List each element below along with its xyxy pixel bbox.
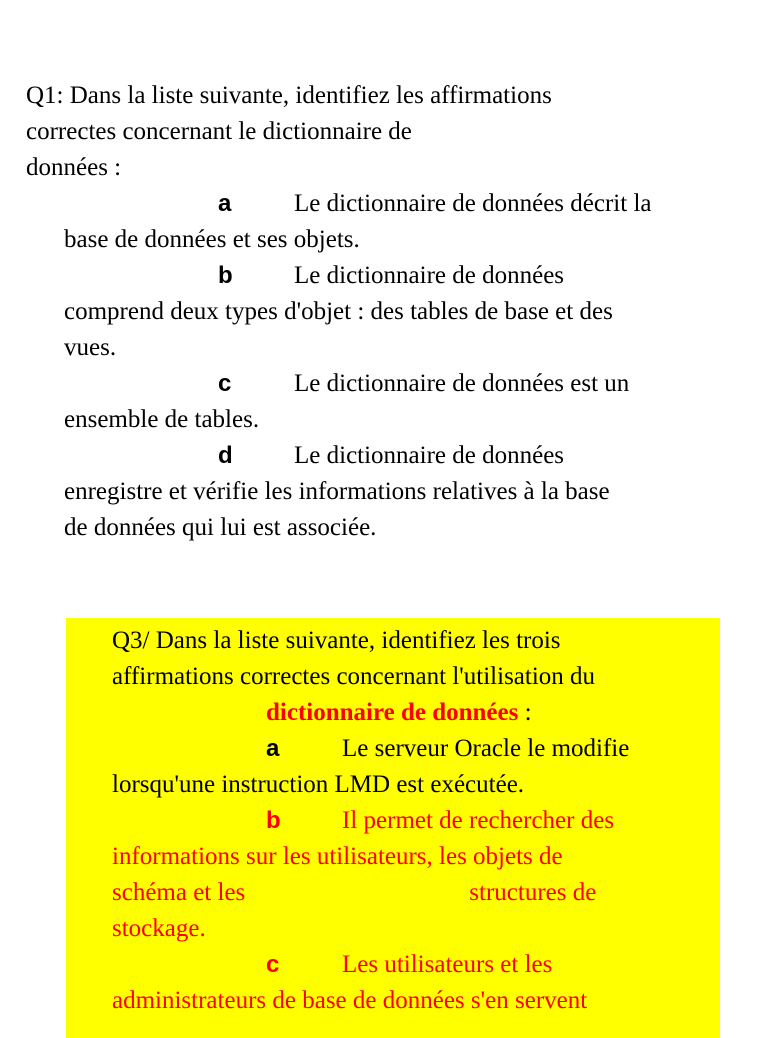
q3-title-line: Q3/ Dans la liste suivante, identifiez les trois	[112, 627, 561, 654]
q1-title-line: Q1: Dans la liste suivante, identifiez les affirmations	[26, 82, 552, 109]
option-text-cont: lorsqu'une instruction LMD est exécutée.	[112, 771, 525, 798]
option-letter: a	[218, 190, 232, 217]
q3-option-a	[112, 731, 712, 803]
question-3	[112, 623, 712, 1019]
option-text-part: structures de	[469, 879, 597, 906]
option-letter: c	[266, 951, 280, 978]
option-text-cont: comprend deux types d'objet : des tables de base et des	[64, 298, 613, 325]
option-text-cont: stockage.	[112, 915, 206, 942]
option-text-cont: informations sur les utilisateurs, les objets de	[112, 843, 563, 870]
option-letter: b	[218, 262, 233, 289]
q3-option-b	[112, 803, 712, 947]
option-text-part: schéma et les	[112, 879, 246, 906]
q3-title-line	[112, 695, 712, 731]
option-text-cont: de données qui lui est associée.	[64, 514, 377, 541]
q1-option-c	[64, 366, 726, 438]
option-letter: a	[266, 735, 280, 762]
option-text-cont: administrateurs de base de données s'en servent	[112, 987, 588, 1014]
question-3-highlight-box	[66, 618, 720, 1038]
option-text: Le serveur Oracle le modifie	[342, 735, 630, 762]
option-text: Les utilisateurs et les	[342, 951, 553, 978]
option-text: Le dictionnaire de données est un	[294, 370, 630, 397]
q1-title-line: données :	[26, 154, 122, 181]
option-text: Le dictionnaire de données	[294, 442, 565, 469]
option-text-cont: ensemble de tables.	[64, 406, 260, 433]
q3-title-line: affirmations correctes concernant l'utilisation du	[112, 663, 596, 690]
q1-option-a	[64, 186, 726, 258]
q1-option-d	[64, 438, 726, 546]
option-letter: c	[218, 370, 232, 397]
option-text: Le dictionnaire de données décrit la	[294, 190, 652, 217]
option-text-cont: base de données et ses objets.	[64, 226, 360, 253]
option-text-cont	[112, 875, 712, 911]
option-letter: d	[218, 442, 233, 469]
option-text-cont: enregistre et vérifie les informations relatives à la base	[64, 478, 610, 505]
q1-option-b	[64, 258, 726, 366]
option-text-cont: vues.	[64, 334, 117, 361]
q3-title-end: :	[518, 699, 532, 726]
q3-option-c	[112, 947, 712, 1019]
question-1	[26, 78, 726, 546]
option-text: Il permet de rechercher des	[342, 807, 615, 834]
q1-title-line: correctes concernant le dictionnaire de	[26, 118, 412, 145]
q3-title-highlight: dictionnaire de données	[266, 699, 519, 726]
option-text: Le dictionnaire de données	[294, 262, 565, 289]
option-letter: b	[266, 807, 281, 834]
q1-options	[26, 186, 726, 546]
